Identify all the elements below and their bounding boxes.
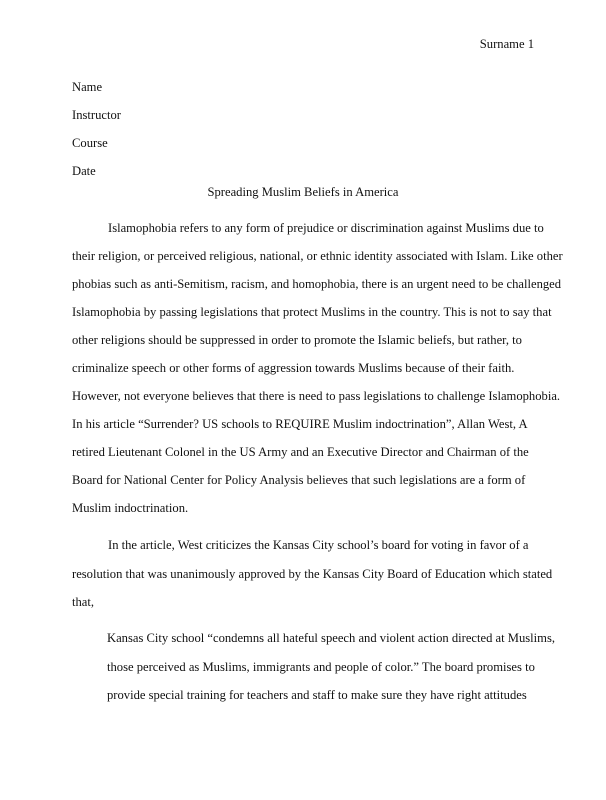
paragraph-line: However, not everyone believes that there is need to pass legislations to challenge Islamophobia. bbox=[72, 389, 561, 403]
paragraph-line: Muslim indoctrination. bbox=[72, 501, 189, 515]
paragraph-line: that, bbox=[72, 595, 95, 609]
quote-line: provide special training for teachers and staff to make sure they have right attitudes bbox=[107, 688, 527, 702]
paragraph-line: Board for National Center for Policy Analysis believes that such legislations are a form of bbox=[72, 473, 526, 487]
paragraph-line: In his article “Surrender? US schools to REQUIRE Muslim indoctrination”, Allan West, A bbox=[72, 417, 528, 431]
paragraph-line: Islamophobia by passing legislations that protect Muslims in the country. This is not to say that bbox=[72, 305, 552, 319]
paragraph-line: Islamophobia refers to any form of prejudice or discrimination against Muslims due to bbox=[108, 221, 544, 235]
quote-line: Kansas City school “condemns all hateful speech and violent action directed at Muslims, bbox=[107, 631, 556, 645]
quote-line: those perceived as Muslims, immigrants and people of color.” The board promises to bbox=[107, 660, 535, 674]
course-name: Course bbox=[72, 136, 108, 150]
instructor-name: Instructor bbox=[72, 108, 121, 122]
paragraph-line: retired Lieutenant Colonel in the US Army and an Executive Director and Chairman of the bbox=[72, 445, 529, 459]
running-head: Surname 1 bbox=[479, 37, 534, 51]
student-name: Name bbox=[72, 80, 103, 94]
page-title: Spreading Muslim Beliefs in America bbox=[207, 185, 399, 199]
paragraph-line: other religions should be suppressed in order to promote the Islamic beliefs, but rather, to bbox=[72, 333, 522, 347]
paragraph-line: resolution that was unanimously approved by the Kansas City Board of Education which stated bbox=[72, 567, 553, 581]
paragraph-line: their religion, or perceived religious, national, or ethnic identity associated with Islam. Like other bbox=[72, 249, 563, 263]
heading-block bbox=[72, 73, 121, 185]
date-line: Date bbox=[72, 164, 96, 178]
paragraph-line: criminalize speech or other forms of aggression towards Muslims because of their faith. bbox=[72, 361, 515, 375]
paragraph-line: In the article, West criticizes the Kansas City school’s board for voting in favor of a bbox=[108, 538, 529, 552]
paragraph-line: phobias such as anti-Semitism, racism, and homophobia, there is an urgent need to be challenged bbox=[72, 277, 562, 291]
